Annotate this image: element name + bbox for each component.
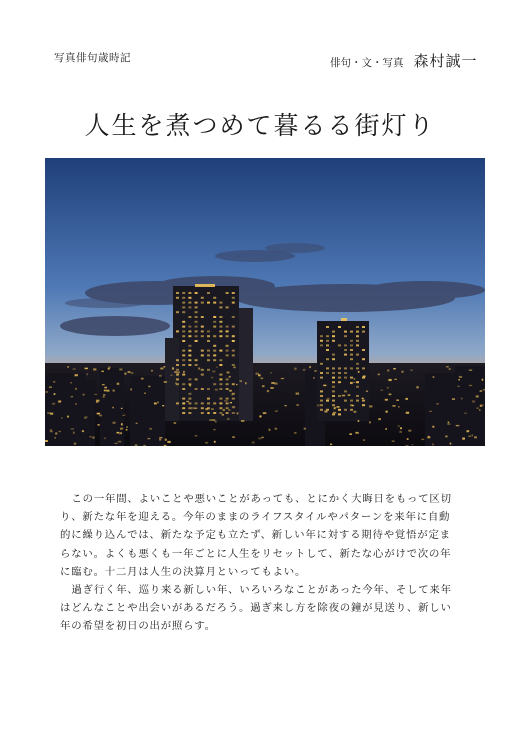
credit-line <box>330 50 478 71</box>
tower-right <box>317 321 369 421</box>
essay-text <box>60 490 460 636</box>
essay-paragraph: 過ぎ行く年、巡り来る新しい年、いろいろなことがあった今年、そして来年はどんなことや出会いがあるだろう。過ぎ来し方を除夜の鐘が見送り、新しい年の希望を初日の出が照らす。 <box>60 584 452 633</box>
city-dusk-photo <box>45 158 485 446</box>
city-dusk-illustration <box>45 158 485 446</box>
author-name: 森村誠一 <box>413 52 478 70</box>
haiku-title: 人生を煮つめて暮るる街灯り <box>84 111 436 140</box>
series-label: 写真俳句歳時記 <box>54 52 131 64</box>
credit-label: 俳句・文・写真 <box>330 57 404 69</box>
essay-paragraph: この一年間、よいことや悪いことがあっても、とにかく大晦日をもって区切り、新たな年を迎える。今年のままのライフスタイルやパターンを来年に自動的に繰り込んでは、新たな予定も立たず、新しい年に対する期待や覚悟が定まらない。よくも悪くも一年ごとに人生をリセットして、新たな心がけで次の年に臨む。十二月は人生の決算月といってもよい。 <box>60 493 452 578</box>
